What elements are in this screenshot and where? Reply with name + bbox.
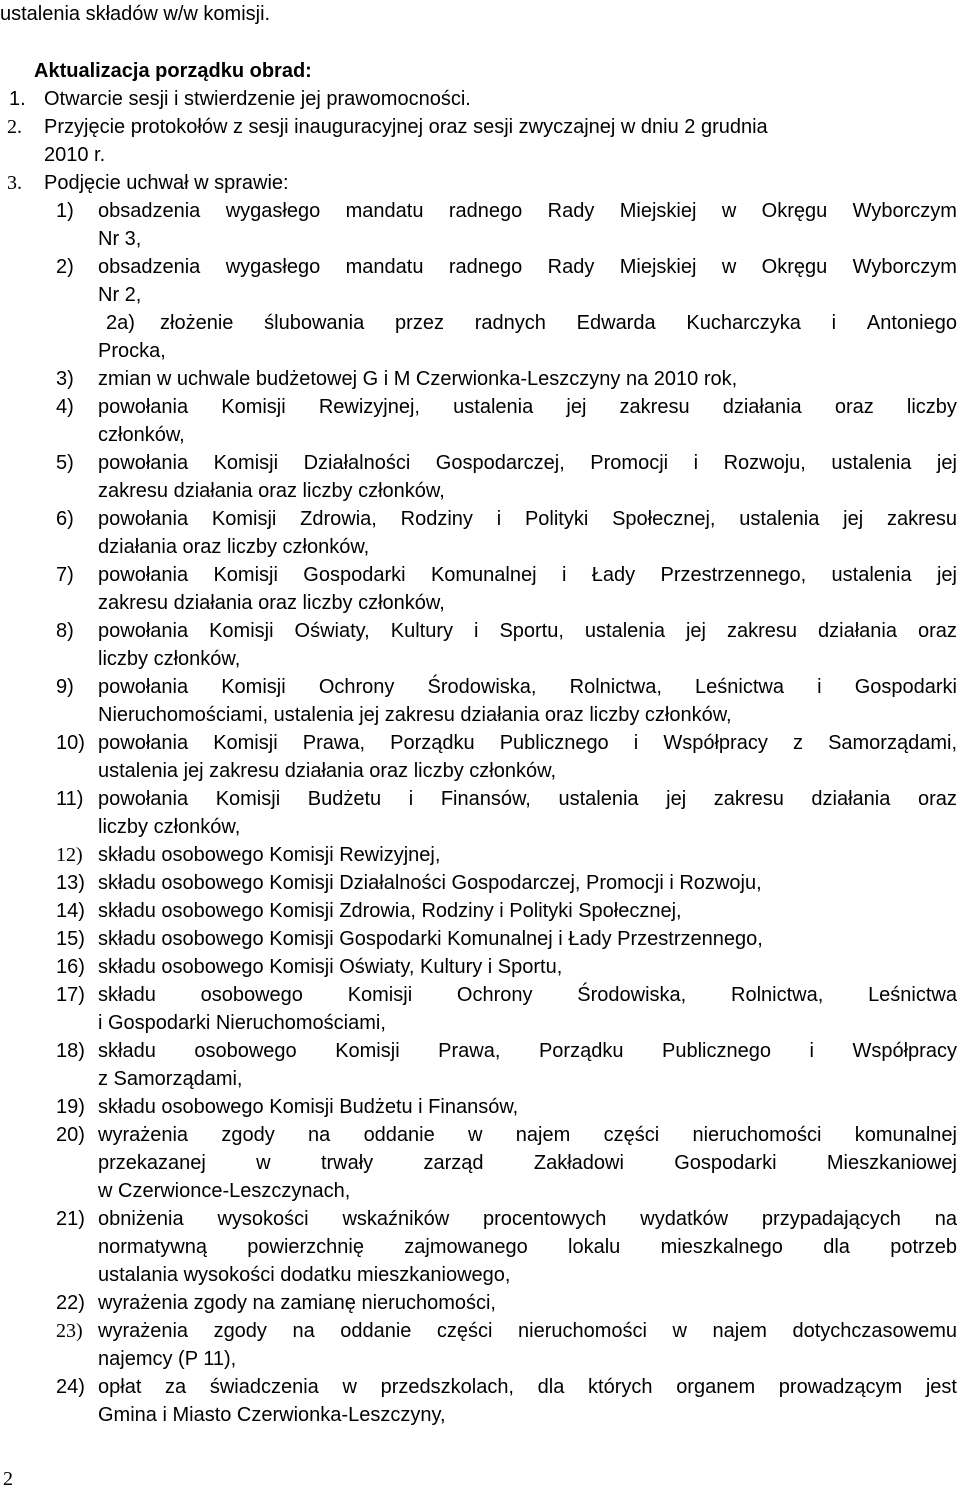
resolution-item-text: z Samorządami, — [98, 1068, 243, 1090]
resolution-item-text: składu osobowego Komisji Zdrowia, Rodziny i Polityki Społecznej, — [98, 900, 682, 922]
agenda-heading: Aktualizacja porządku obrad: — [34, 60, 312, 82]
resolution-item-text: i Gospodarki Nieruchomościami, — [98, 1012, 386, 1034]
resolution-item-text: składu osobowego Komisji Prawa, Porządku Publicznego i Współpracy — [98, 1040, 957, 1062]
resolution-item-text: powołania Komisji Prawa, Porządku Publicznego i Współpracy z Samorządami, — [98, 732, 957, 754]
resolution-item-number: 12) — [56, 844, 83, 866]
resolution-item-text: powołania Komisji Gospodarki Komunalnej i Ładу Przestrzennego, ustalenia jej — [98, 564, 957, 586]
resolution-item-number: 11) — [56, 788, 84, 810]
resolution-item-number: 17) — [56, 984, 85, 1006]
item-3-number: 3. — [7, 172, 22, 194]
resolution-item-text: Nieruchomościami, ustalenia jej zakresu działania oraz liczby członków, — [98, 704, 732, 726]
resolution-item-text: ustalenia jej zakresu działania oraz liczby członków, — [98, 760, 557, 782]
resolution-item-text: wyrażenia zgody na oddanie w najem części nieruchomości komunalnej — [98, 1124, 957, 1146]
resolution-item-text: zakresu działania oraz liczby członków, — [98, 480, 445, 502]
resolution-item-text: ustalania wysokości dodatku mieszkaniowego, — [98, 1264, 511, 1286]
resolution-item-text: Nr 3, — [98, 228, 142, 250]
resolution-item-number: 23) — [56, 1320, 83, 1342]
resolution-item-text: powołania Komisji Rewizyjnej, ustalenia jej zakresu działania oraz liczby — [98, 396, 957, 418]
item-1-number: 1. — [9, 88, 26, 110]
resolution-item-text: obsadzenia wygasłego mandatu radnego Rady Miejskiej w Okręgu Wyborczym — [98, 256, 957, 278]
resolution-item-text: Nr 2, — [98, 284, 142, 306]
resolution-item-text: obsadzenia wygasłego mandatu radnego Rady Miejskiej w Okręgu Wyborczym — [98, 200, 957, 222]
resolution-item-text: składu osobowego Komisji Działalności Gospodarczej, Promocji i Rozwoju, — [98, 872, 762, 894]
intro-line: ustalenia składów w/w komisji. — [0, 3, 271, 25]
item-2-text: Przyjęcie protokołów z sesji inauguracyjnej oraz sesji zwyczajnej w dniu 2 grudnia — [44, 116, 768, 138]
resolution-item-text: obniżenia wysokości wskaźników procentowych wydatków przypadających na — [98, 1208, 957, 1230]
resolution-item-text: powołania Komisji Budżetu i Finansów, ustalenia jej zakresu działania oraz — [98, 788, 957, 810]
resolution-item-text: składu osobowego Komisji Ochrony Środowiska, Rolnictwa, Leśnictwa — [98, 984, 957, 1006]
item-2-text-cont: 2010 r. — [44, 144, 106, 166]
resolution-item-number: 8) — [56, 620, 74, 642]
resolution-item-number: 2) — [56, 256, 74, 278]
resolution-item-text: działania oraz liczby członków, — [98, 536, 370, 558]
resolution-item-text: członków, — [98, 424, 185, 446]
resolution-item-number: 2a) — [106, 312, 135, 334]
resolution-item-number: 6) — [56, 508, 74, 530]
resolution-item-number: 20) — [56, 1124, 85, 1146]
resolution-item-number: 9) — [56, 676, 74, 698]
resolution-item-number: 24) — [56, 1376, 85, 1398]
resolution-item-text: zakresu działania oraz liczby członków, — [98, 592, 445, 614]
resolution-item-number: 3) — [56, 368, 74, 390]
resolution-item-text: opłat za świadczenia w przedszkolach, dla których organem prowadzącym jest — [98, 1376, 957, 1398]
resolution-item-number: 13) — [56, 872, 85, 894]
resolution-item-text: w Czerwionce-Leszczynach, — [98, 1180, 351, 1202]
resolution-item-text: powołania Komisji Działalności Gospodarczej, Promocji i Rozwoju, ustalenia jej — [98, 452, 957, 474]
resolution-item-text: składu osobowego Komisji Budżetu i Finansów, — [98, 1096, 519, 1118]
resolution-item-text: Procka, — [98, 340, 166, 362]
resolution-item-text: składu osobowego Komisji Oświaty, Kultury i Sportu, — [98, 956, 563, 978]
page-number: 2 — [3, 1468, 13, 1490]
resolution-item-text: przekazanej w trwały zarząd Zakładowi Gospodarki Mieszkaniowej — [98, 1152, 957, 1174]
resolution-item-text: liczby członków, — [98, 816, 241, 838]
resolution-item-number: 19) — [56, 1096, 85, 1118]
resolution-item-number: 14) — [56, 900, 85, 922]
resolution-item-text: Gmina i Miasto Czerwionka-Leszczyny, — [98, 1404, 446, 1426]
item-2-number: 2. — [7, 116, 22, 138]
item-3-text: Podjęcie uchwał w sprawie: — [44, 172, 289, 194]
resolution-item-number: 5) — [56, 452, 74, 474]
resolution-item-text: wyrażenia zgody na zamianę nieruchomości, — [98, 1292, 496, 1314]
resolution-item-text: składu osobowego Komisji Rewizyjnej, — [98, 844, 441, 866]
resolution-item-number: 18) — [56, 1040, 85, 1062]
resolution-item-text: powołania Komisji Zdrowia, Rodziny i Polityki Społecznej, ustalenia jej zakresu — [98, 508, 957, 530]
resolution-item-number: 22) — [56, 1292, 85, 1314]
resolution-item-text: powołania Komisji Ochrony Środowiska, Rolnictwa, Leśnictwa i Gospodarki — [98, 676, 957, 698]
resolution-item-number: 4) — [56, 396, 74, 418]
item-1-text: Otwarcie sesji i stwierdzenie jej prawomocności. — [44, 88, 471, 110]
resolution-item-text: złożenie ślubowania przez radnych Edwarda Kucharczyka i Antoniego — [160, 312, 957, 334]
resolution-item-number: 21) — [56, 1208, 85, 1230]
resolution-item-number: 1) — [56, 200, 74, 222]
resolution-item-text: normatywną powierzchnię zajmowanego lokalu mieszkalnego dla potrzeb — [98, 1236, 957, 1258]
resolution-item-number: 16) — [56, 956, 85, 978]
resolution-item-text: powołania Komisji Oświaty, Kultury i Sportu, ustalenia jej zakresu działania oraz — [98, 620, 957, 642]
resolution-item-number: 15) — [56, 928, 85, 950]
resolution-item-text: wyrażenia zgody na oddanie części nieruchomości w najem dotychczasowemu — [98, 1320, 957, 1342]
resolution-item-text: najemcy (P 11), — [98, 1348, 237, 1370]
resolution-item-text: zmian w uchwale budżetowej G i M Czerwionka-Leszczyny na 2010 rok, — [98, 368, 738, 390]
resolution-item-number: 10) — [56, 732, 85, 754]
resolution-item-text: składu osobowego Komisji Gospodarki Komunalnej i Ładу Przestrzennego, — [98, 928, 763, 950]
resolution-item-number: 7) — [56, 564, 74, 586]
resolution-item-text: liczby członków, — [98, 648, 241, 670]
